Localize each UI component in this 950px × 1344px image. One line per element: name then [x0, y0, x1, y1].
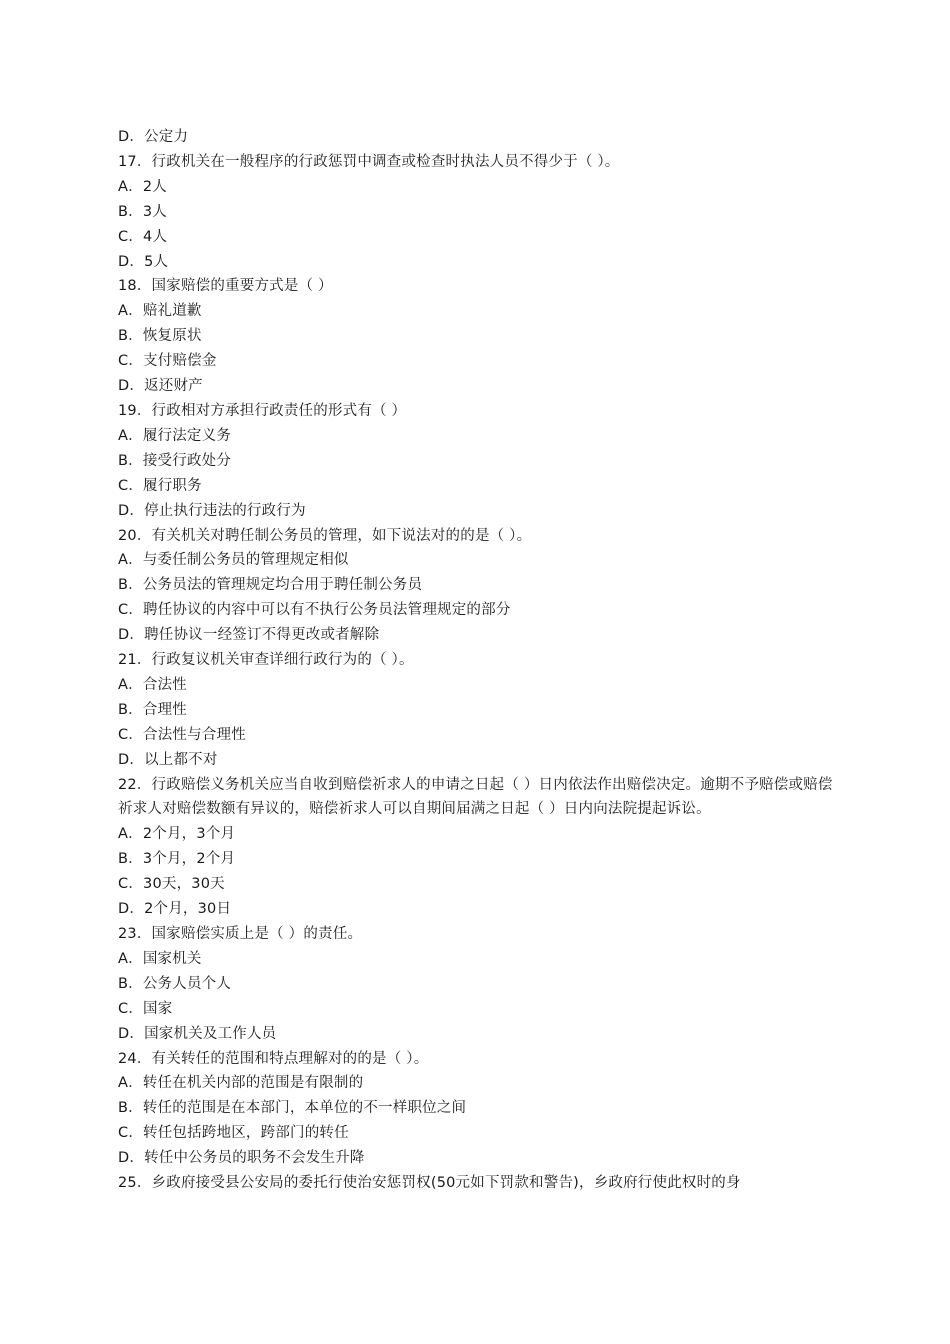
option-b: B．3人: [118, 203, 167, 220]
option-b: B．合理性: [118, 701, 187, 718]
option-b: B．公务员法的管理规定均合用于聘任制公务员: [118, 577, 423, 594]
option-c: C．国家: [118, 1000, 173, 1017]
option-d: D．以上都不对: [118, 751, 218, 768]
option-a: A．合法性: [118, 676, 187, 693]
option-c: C．履行职务: [118, 477, 202, 494]
question-23: 23．国家赔偿实质上是（ ）的责任。: [118, 926, 363, 942]
option-a: A．2个月，3个月: [118, 826, 236, 843]
option-b: B．接受行政处分: [118, 452, 232, 469]
option-b: B．3个月，2个月: [118, 851, 236, 868]
question-22: 22．行政赔偿义务机关应当自收到赔偿祈求人的申请之日起（ ）日内依法作出赔偿决定。逾期不予赔偿或赔偿祈求人对赔偿数额有异议的，赔偿祈求人可以自期间届满之日起（ ）日内向法院提起诉讼。: [118, 776, 833, 818]
option-b: B．公务人员个人: [118, 975, 232, 992]
document-page: [118, 125, 836, 1196]
option-a: A．2人: [118, 178, 167, 195]
option-a: A．与委任制公务员的管理规定相似: [118, 552, 349, 569]
option-c: C．合法性与合理性: [118, 726, 246, 743]
option-c: C．30天，30天: [118, 876, 225, 893]
option-c: C．支付赔偿金: [118, 353, 217, 370]
option-a: A．转任在机关内部的范围是有限制的: [118, 1075, 364, 1092]
option-a: A．国家机关: [118, 950, 202, 967]
question-21: 21．行政复议机关审查详细行政行为的（ ）。: [118, 652, 414, 669]
question-19: 19．行政相对方承担行政责任的形式有（ ）: [118, 402, 407, 419]
option-c: C．聘任协议的内容中可以有不执行公务员法管理规定的部分: [118, 602, 511, 619]
option-b: B．转任的范围是在本部门，本单位的不一样职位之间: [118, 1100, 467, 1117]
option-d: D．停止执行违法的行政行为: [118, 502, 306, 519]
question-17: 17．行政机关在一般程序的行政惩罚中调查或检查时执法人员不得少于（ ）。: [118, 153, 620, 170]
question-24: 24．有关转任的范围和特点理解对的的是（ ）。: [118, 1050, 429, 1067]
option-d: D．返还财产: [118, 378, 203, 395]
option-d: D．2个月，30日: [118, 901, 232, 918]
option-a: A．履行法定义务: [118, 427, 232, 444]
question-18: 18．国家赔偿的重要方式是（ ）: [118, 278, 333, 295]
question-25: 25．乡政府接受县公安局的委托行使治安惩罚权(50元如下罚款和警告)，乡政府行使此权时的身: [118, 1175, 741, 1192]
option-c: C．转任包括跨地区，跨部门的转任: [118, 1125, 349, 1142]
option-a: A．赔礼道歉: [118, 303, 202, 320]
option-d: D．转任中公务员的职务不会发生升降: [118, 1150, 365, 1167]
question-20: 20．有关机关对聘任制公务员的管理，如下说法对的的是（ ）。: [118, 527, 532, 544]
option-d: D．聘任协议一经签订不得更改或者解除: [118, 627, 380, 644]
option-d: D．5人: [118, 253, 169, 270]
option-d: D．国家机关及工作人员: [118, 1025, 277, 1042]
option-b: B．恢复原状: [118, 328, 202, 345]
text-line: D．公定力: [118, 129, 189, 145]
option-c: C．4人: [118, 228, 168, 245]
